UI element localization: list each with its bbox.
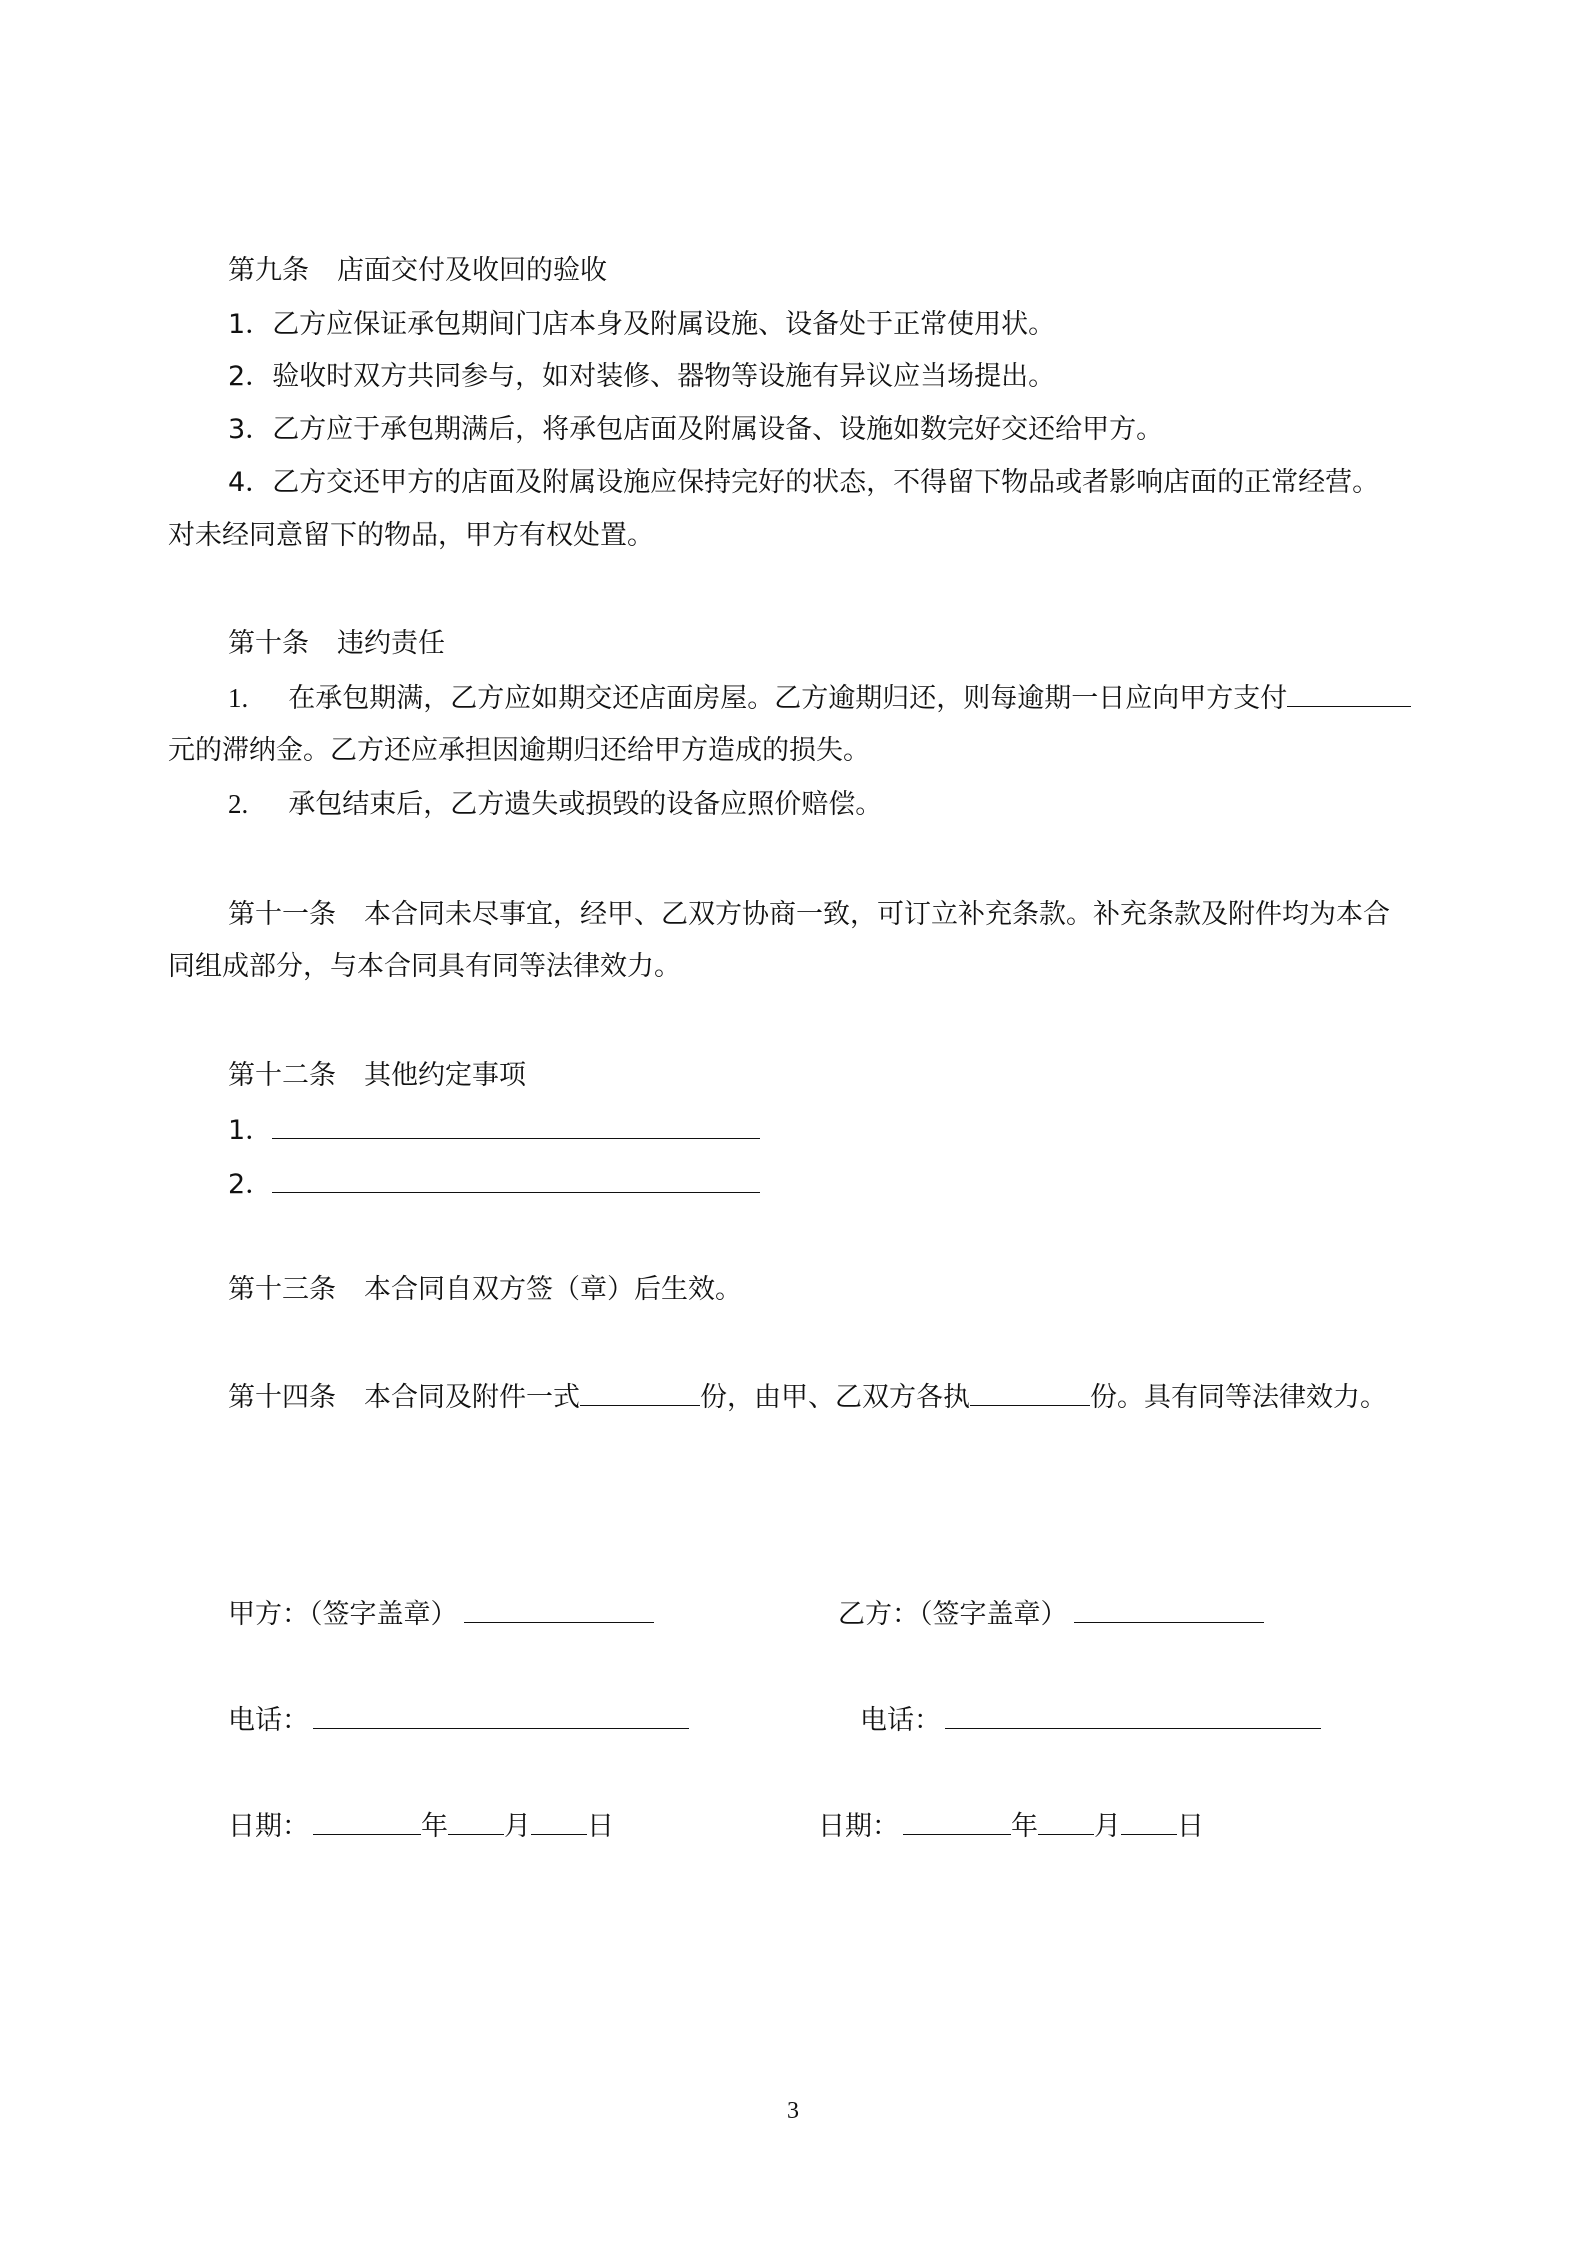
page-number: 3 — [787, 2098, 799, 2124]
party-b-date — [818, 1808, 1204, 1845]
copies-total-blank — [580, 1379, 700, 1406]
party-a-phone-blank — [313, 1702, 689, 1729]
phone-label: 电话： — [860, 1705, 941, 1736]
article14-number: 第十四条 — [228, 1382, 336, 1412]
item-text: 乙方应于承包期满后，将承包店面及附属设备、设施如数完好交还给甲方。 — [272, 414, 1164, 445]
item-number: 3． — [228, 414, 273, 445]
year-label: 年 — [421, 1811, 448, 1842]
late-fee-blank — [1287, 680, 1411, 707]
article10-item1-continuation: 元的滞纳金。乙方还应承担因逾期归还给甲方造成的损失。 — [168, 735, 870, 766]
month-label: 月 — [1094, 1811, 1121, 1842]
party-b-signature — [838, 1596, 1264, 1633]
date-label: 日期： — [228, 1811, 309, 1842]
article9-title: 店面交付及收回的验收 — [337, 255, 607, 286]
article10-heading — [228, 625, 445, 662]
article14-text: 份。具有同等法律效力。 — [1090, 1382, 1387, 1413]
item-text: 承包结束后，乙方遗失或损毁的设备应照价赔偿。 — [288, 789, 883, 820]
article12-heading — [228, 1057, 526, 1094]
article9-item3 — [228, 412, 1163, 448]
item-number: 2． — [228, 361, 273, 392]
article10-item2 — [228, 786, 882, 823]
party-a-label: 甲方：（签字盖章） — [228, 1599, 458, 1630]
article12-number: 第十二条 — [228, 1060, 336, 1090]
article10-item1 — [228, 680, 1411, 717]
article14 — [228, 1379, 1387, 1416]
item-text: 在承包期满，乙方应如期交还店面房屋。乙方逾期归还，则每逾期一日应向甲方支付 — [288, 683, 1288, 714]
month-blank — [1038, 1808, 1094, 1835]
article13-text: 本合同自双方签（章）后生效。 — [364, 1274, 742, 1305]
party-b-phone — [860, 1702, 1321, 1739]
month-blank — [448, 1808, 504, 1835]
year-blank — [903, 1808, 1011, 1835]
day-label: 日 — [587, 1811, 614, 1842]
article11-number: 第十一条 — [228, 899, 336, 929]
party-b-label: 乙方：（签字盖章） — [838, 1599, 1068, 1630]
article9-number: 第九条 — [228, 255, 309, 285]
article11-line1 — [228, 896, 1390, 933]
article9-heading — [228, 252, 607, 289]
item-text: 乙方交还甲方的店面及附属设施应保持完好的状态，不得留下物品或者影响店面的正常经营。 — [272, 467, 1380, 498]
party-b-phone-blank — [945, 1702, 1321, 1729]
party-a-phone — [228, 1702, 689, 1739]
article11-text: 本合同未尽事宜，经甲、乙双方协商一致，可订立补充条款。补充条款及附件均为本合 — [364, 899, 1390, 930]
copies-each-blank — [970, 1379, 1090, 1406]
date-label: 日期： — [818, 1811, 899, 1842]
article13-number: 第十三条 — [228, 1274, 336, 1304]
other-terms-blank-2 — [272, 1166, 760, 1193]
article9-item2 — [228, 359, 1055, 395]
article12-item2 — [228, 1166, 760, 1203]
day-blank — [1121, 1808, 1177, 1835]
article9-item1 — [228, 307, 1055, 343]
phone-label: 电话： — [228, 1705, 309, 1736]
item-number: 1． — [228, 1115, 273, 1146]
item-number: 1． — [228, 309, 273, 340]
item-text: 乙方应保证承包期间门店本身及附属设施、设备处于正常使用状。 — [272, 309, 1056, 340]
other-terms-blank-1 — [272, 1112, 760, 1139]
article10-number: 第十条 — [228, 628, 309, 658]
article11-continuation: 同组成部分，与本合同具有同等法律效力。 — [168, 951, 681, 982]
month-label: 月 — [504, 1811, 531, 1842]
article9-item4-continuation: 对未经同意留下的物品，甲方有权处置。 — [168, 520, 654, 551]
party-a-date — [228, 1808, 614, 1845]
party-a-signature-blank — [464, 1596, 654, 1623]
item-text: 验收时双方共同参与，如对装修、器物等设施有异议应当场提出。 — [272, 361, 1056, 392]
article13 — [228, 1271, 742, 1308]
item-number: 1. — [228, 683, 249, 713]
day-blank — [531, 1808, 587, 1835]
article14-text: 份，由甲、乙双方各执 — [700, 1382, 970, 1413]
party-b-signature-blank — [1074, 1596, 1264, 1623]
article12-item1 — [228, 1112, 760, 1149]
article12-title: 其他约定事项 — [364, 1060, 526, 1091]
article10-title: 违约责任 — [337, 628, 445, 659]
item-number: 2． — [228, 1169, 273, 1200]
article14-text: 本合同及附件一式 — [364, 1382, 580, 1413]
party-a-signature — [228, 1596, 654, 1633]
day-label: 日 — [1177, 1811, 1204, 1842]
item-number: 4． — [228, 467, 273, 498]
year-blank — [313, 1808, 421, 1835]
year-label: 年 — [1011, 1811, 1038, 1842]
item-number: 2. — [228, 789, 249, 819]
article9-item4 — [228, 465, 1379, 501]
